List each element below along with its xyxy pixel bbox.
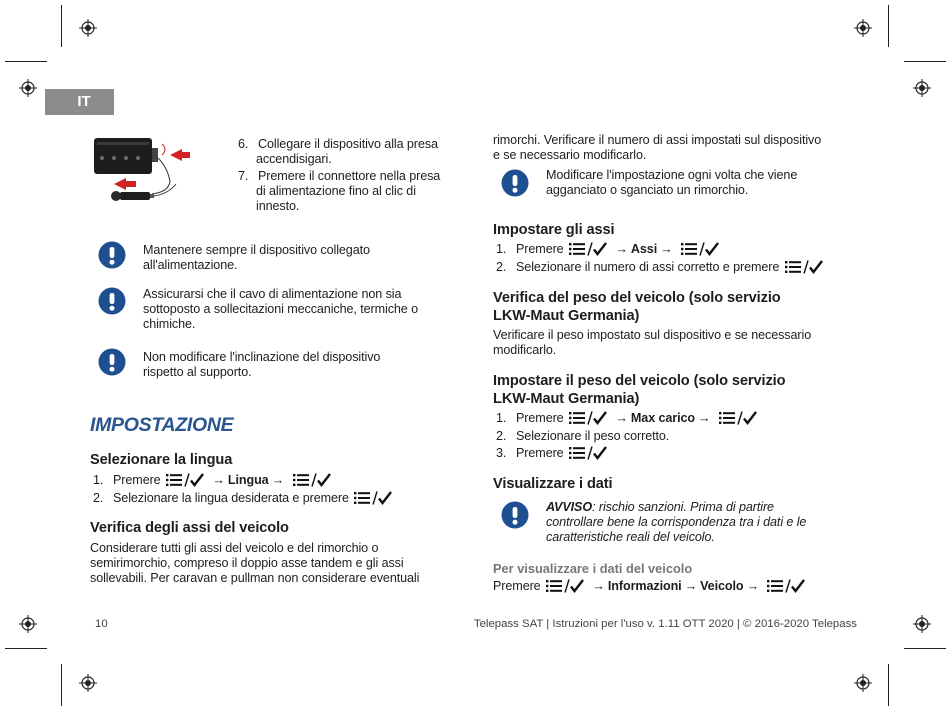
exclamation-circle-icon [98, 241, 126, 269]
step-number: 6. [238, 137, 249, 151]
paragraph-line: Verificare il peso impostato sul dispositivo e se necessario [493, 328, 812, 342]
assi-step-1 [496, 242, 721, 257]
exclamation-circle-icon [501, 169, 529, 197]
menu-item-label: Lingua [227, 473, 269, 487]
menu-item-label: Assi [630, 242, 658, 256]
paragraph-line: rimorchi. Verificare il numero di assi impostati sul dispositivo [493, 133, 822, 147]
crop-mark [5, 61, 47, 62]
warning-text: chimiche. [143, 316, 196, 331]
menu-ok-icon [354, 491, 392, 505]
heading-verifica-assi: Verifica degli assi del veicolo [90, 520, 289, 536]
step-text: Premere [516, 242, 564, 256]
step-text: di alimentazione fino al clic di [256, 183, 416, 198]
paragraph-line: Considerare tutti gli assi del veicolo e del rimorchio o [90, 541, 379, 555]
warning-note [143, 243, 370, 273]
heading-selezionare-lingua: Selezionare la lingua [90, 452, 233, 468]
crosshair-registration-mark-icon [854, 674, 872, 692]
menu-ok-icon [719, 411, 757, 425]
arrow-right-icon: → [746, 579, 759, 593]
menu-item-label: Veicolo [700, 579, 744, 593]
warning-note [546, 168, 797, 198]
exclamation-circle-icon [98, 348, 126, 376]
heading-line: LKW-Maut Germania) [493, 391, 640, 407]
step-7 [238, 169, 440, 213]
heading-impostare-peso [493, 372, 785, 408]
page-number: 10 [95, 618, 108, 630]
warning-label: AVVISO [546, 500, 593, 514]
arrow-right-icon: → [212, 473, 225, 487]
peso-step-3 [496, 446, 609, 461]
step-text: Selezionare il numero di assi corretto e premere [516, 260, 780, 274]
warning-note [546, 500, 806, 544]
exclamation-circle-icon [98, 287, 126, 315]
heading-line: LKW-Maut Germania) [493, 308, 640, 324]
arrow-right-icon: → [271, 473, 285, 487]
warning-note [143, 287, 418, 331]
paragraph-line: sollevabili. Per caravan e pullman non considerare eventuali [90, 570, 420, 585]
heading-line: Impostare il peso del veicolo (solo servizio [493, 373, 786, 389]
warning-text: agganciato o sganciato un rimorchio. [546, 182, 749, 197]
device-power-connection-illustration [92, 136, 198, 206]
crop-mark [5, 648, 47, 649]
arrow-right-icon: → [698, 411, 711, 425]
arrow-right-icon: → [684, 579, 698, 593]
crop-mark [888, 664, 889, 706]
menu-ok-icon [569, 446, 607, 460]
warning-text: Assicurarsi che il cavo di alimentazione non sia [143, 287, 402, 301]
warning-text: controllare bene la corrispondenza tra i dati e le [546, 514, 807, 529]
peso-step-1 [496, 411, 759, 426]
paragraph-line: semirimorchio, compreso il doppio asse tandem e gli assi [90, 555, 404, 570]
dati-veicolo-instruction [493, 579, 807, 594]
heading-impostare-assi: Impostare gli assi [493, 222, 615, 238]
warning-text: all'alimentazione. [143, 257, 238, 272]
heading-line: Verifica del peso del veicolo (solo servizio [493, 290, 781, 306]
step-text: innesto. [256, 198, 300, 213]
warning-text: caratteristiche reali del veicolo. [546, 529, 715, 544]
step-number: 7. [238, 169, 249, 183]
step-number: 1. [496, 242, 507, 256]
crop-mark [61, 664, 62, 706]
arrow-right-icon: → [592, 579, 605, 593]
warning-text: rispetto al supporto. [143, 364, 252, 379]
warning-text: : rischio sanzioni. Prima di partire [592, 500, 774, 514]
crosshair-registration-mark-icon [79, 674, 97, 692]
assi-step-2 [496, 260, 825, 275]
crop-mark [888, 5, 889, 47]
step-text: Selezionare la lingua desiderata e premere [113, 491, 349, 505]
language-tab [45, 89, 114, 115]
menu-ok-icon [569, 242, 607, 256]
exclamation-circle-icon [501, 501, 529, 529]
lingua-step-2 [93, 491, 394, 506]
paragraph-line: modificarlo. [493, 342, 557, 357]
section-title: IMPOSTAZIONE [90, 414, 234, 436]
crop-mark [904, 648, 946, 649]
menu-ok-icon [569, 411, 607, 425]
warning-note [143, 350, 380, 380]
crop-mark [61, 5, 62, 47]
crosshair-registration-mark-icon [19, 79, 37, 97]
step-text: Premere [516, 446, 564, 460]
crosshair-registration-mark-icon [913, 79, 931, 97]
menu-ok-icon [546, 579, 584, 593]
menu-ok-icon [767, 579, 805, 593]
step-text: Premere [113, 473, 161, 487]
warning-text: Modificare l'impostazione ogni volta che viene [546, 168, 798, 182]
step-6 [238, 137, 438, 167]
step-number: 1. [93, 473, 104, 487]
arrow-right-icon: → [615, 411, 628, 425]
footer-text: Telepass SAT | Istruzioni per l'uso v. 1.11 OTT 2020 | © 2016-2020 Telepass [473, 618, 857, 630]
arrow-right-icon: → [615, 242, 628, 256]
menu-ok-icon [681, 242, 719, 256]
step-number: 2. [496, 429, 507, 443]
heading-visualizzare-dati: Visualizzare i dati [493, 476, 613, 492]
step-number: 2. [93, 491, 104, 505]
step-number: 1. [496, 411, 507, 425]
step-number: 3. [496, 446, 507, 460]
step-text: Premere il connettore nella presa [258, 169, 441, 183]
warning-text: Non modificare l'inclinazione del dispositivo [143, 350, 381, 364]
subheading-visualizzare-dati-veicolo: Per visualizzare i dati del veicolo [493, 561, 693, 576]
warning-text: Mantenere sempre il dispositivo collegato [143, 243, 370, 257]
menu-item-label: Informazioni [607, 579, 682, 593]
arrow-right-icon: → [660, 242, 673, 256]
crosshair-registration-mark-icon [854, 19, 872, 37]
crosshair-registration-mark-icon [913, 615, 931, 633]
verifica-assi-continuation [493, 133, 821, 163]
menu-ok-icon [293, 473, 331, 487]
menu-ok-icon [785, 260, 823, 274]
paragraph-line: e se necessario modificarlo. [493, 147, 647, 162]
lingua-step-1 [93, 473, 333, 488]
menu-ok-icon [166, 473, 204, 487]
crop-mark [904, 61, 946, 62]
heading-verifica-peso [493, 289, 781, 325]
language-tab-label: IT [77, 93, 91, 110]
peso-step-2 [496, 429, 669, 444]
menu-item-label: Max carico [630, 411, 696, 425]
verifica-peso-paragraph [493, 328, 811, 358]
crosshair-registration-mark-icon [79, 19, 97, 37]
warning-text: sottoposto a sollecitazioni meccaniche, termiche o [143, 301, 419, 316]
step-text: Collegare il dispositivo alla presa [258, 137, 438, 151]
crosshair-registration-mark-icon [19, 615, 37, 633]
step-number: 2. [496, 260, 507, 274]
step-text: Selezionare il peso corretto. [516, 429, 670, 443]
step-text: accendisigari. [256, 151, 332, 166]
step-text: Premere [493, 579, 541, 593]
step-text: Premere [516, 411, 564, 425]
verifica-assi-paragraph [90, 541, 419, 585]
